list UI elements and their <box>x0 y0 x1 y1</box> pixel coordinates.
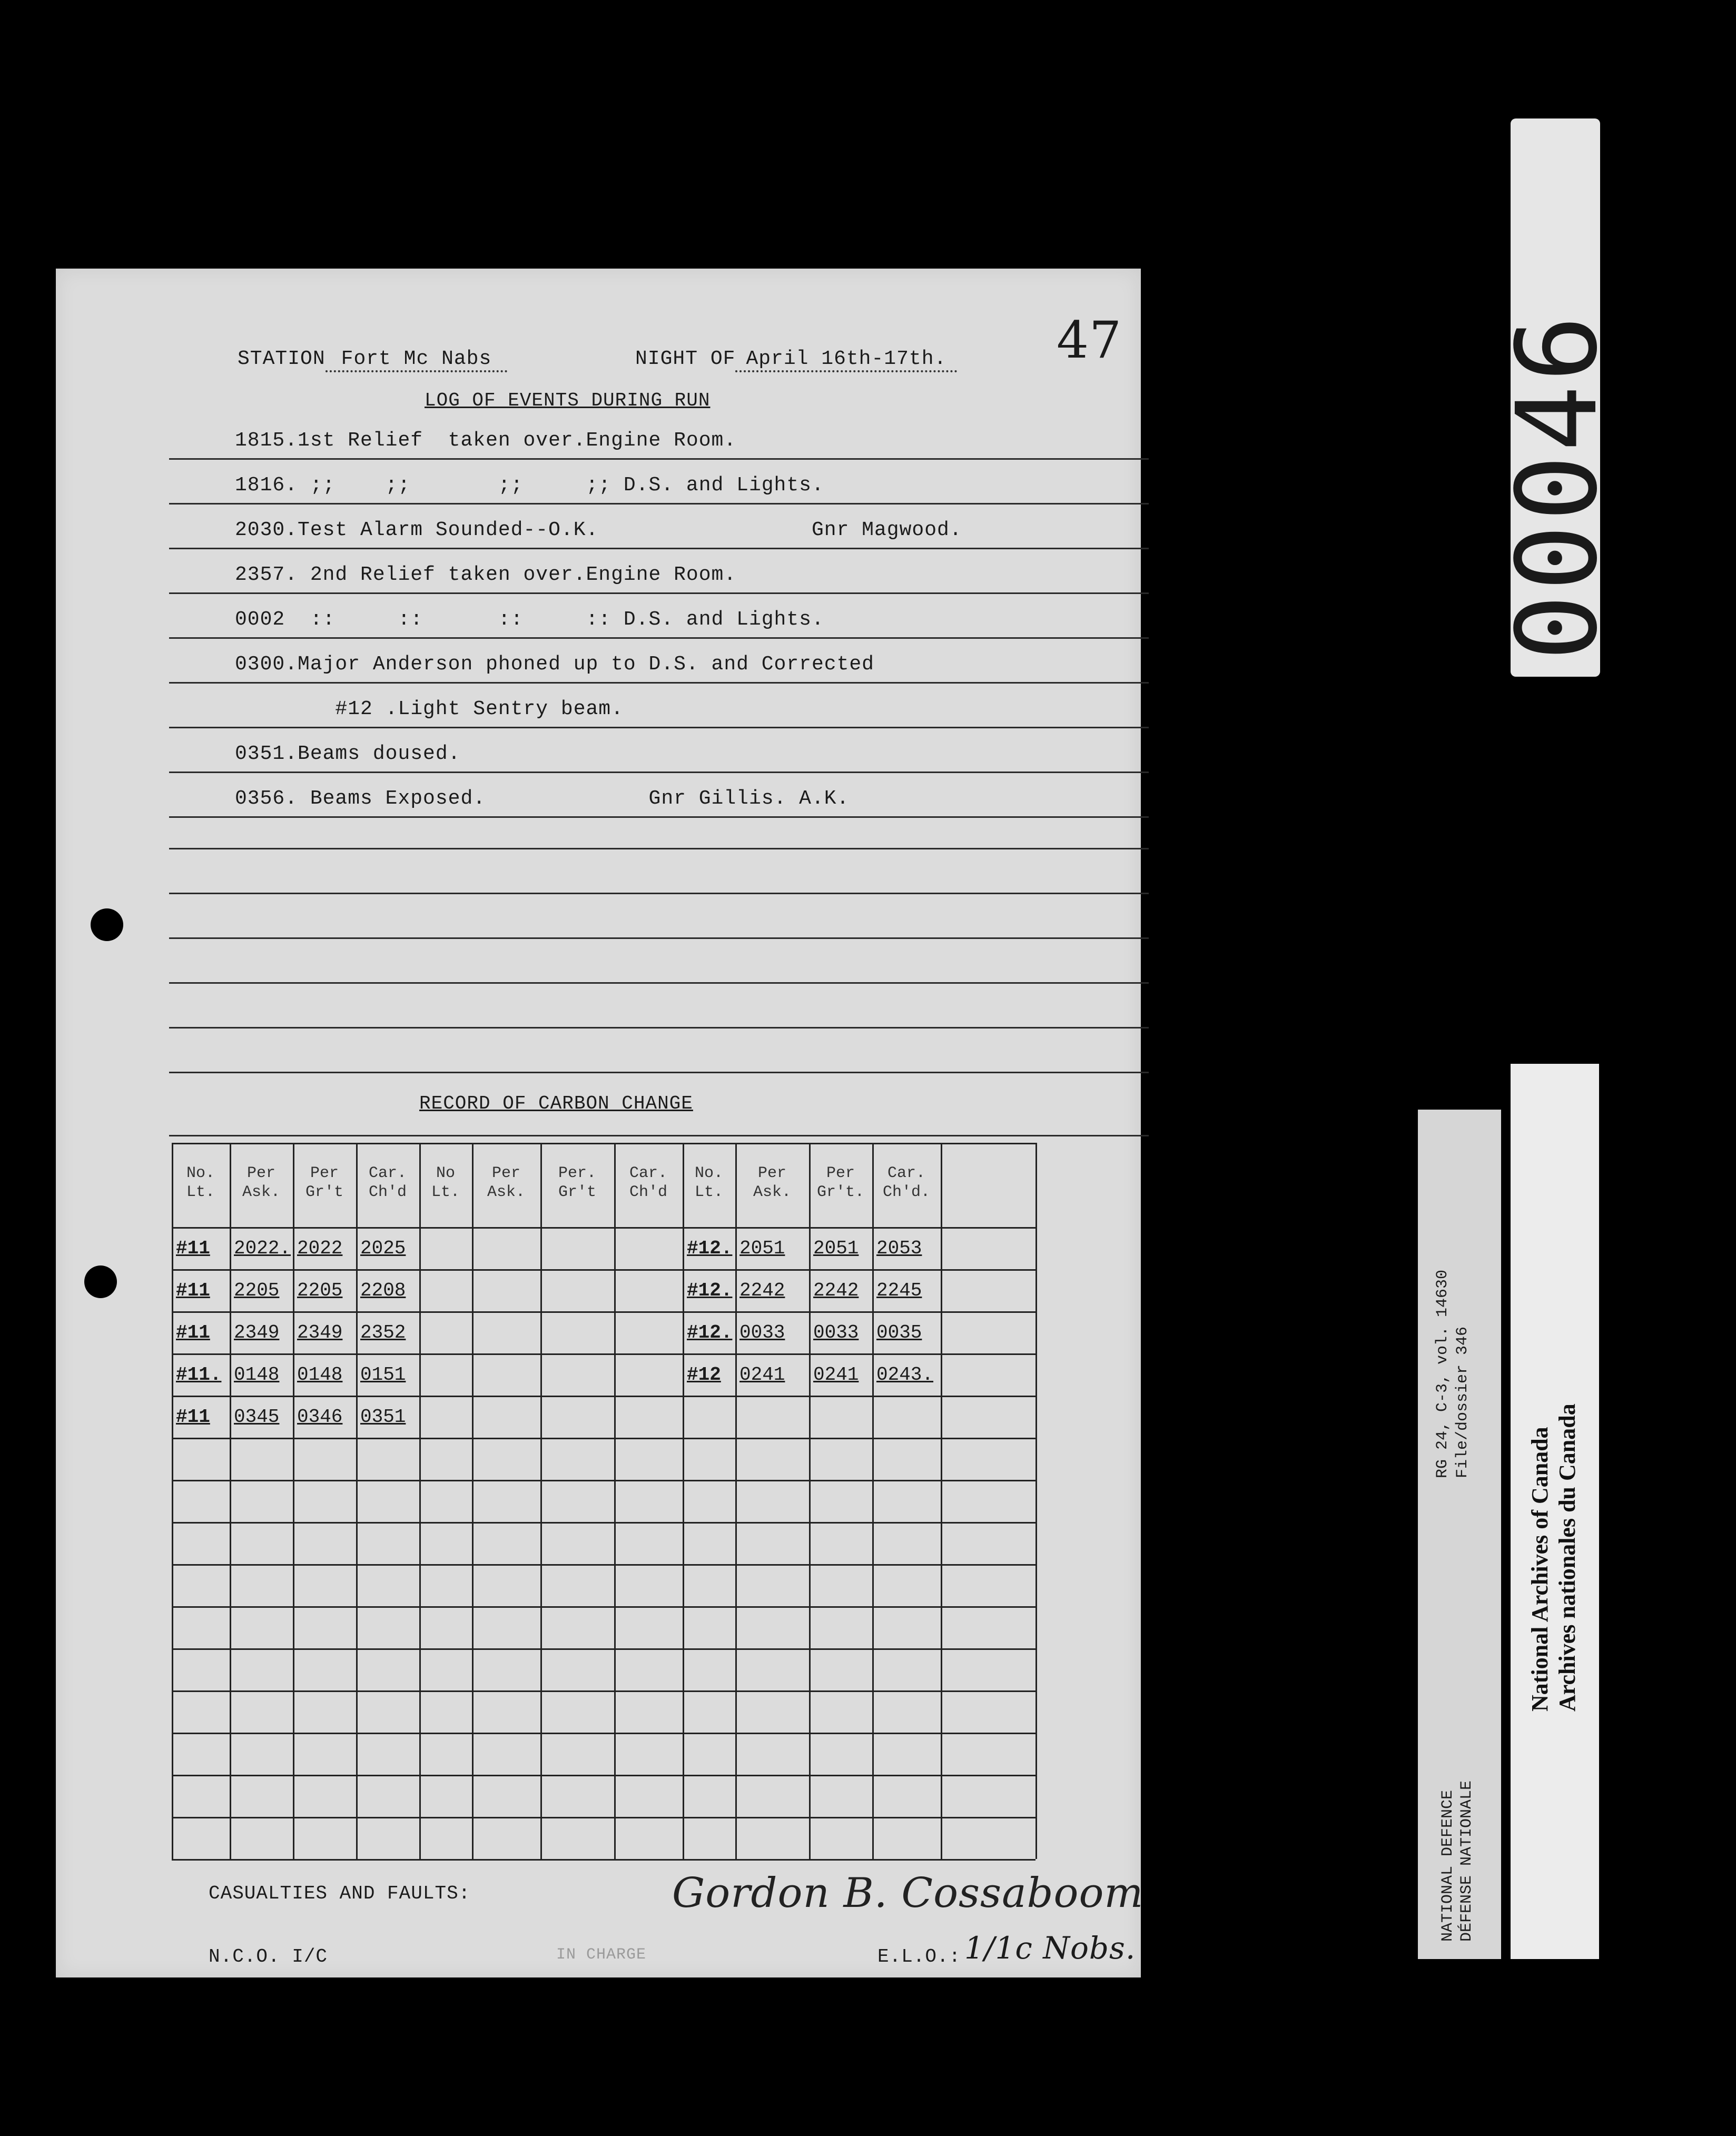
log-line: 1816. ;; ;; ;; ;; D.S. and Lights. <box>235 474 824 497</box>
ruled-line <box>169 848 1149 849</box>
table-row-line <box>172 1480 1035 1481</box>
table-column-line <box>540 1143 542 1859</box>
night-value: April 16th-17th. <box>735 348 957 372</box>
ruled-line <box>169 458 1149 460</box>
table-row-line <box>172 1522 1035 1524</box>
table-row-line <box>172 1606 1035 1608</box>
log-line: 0356. Beams Exposed. Gnr Gillis. A.K. <box>235 787 850 810</box>
table-cell: #11 <box>176 1280 210 1301</box>
table-row-line <box>172 1269 1035 1271</box>
table-cell: 2205 <box>297 1280 343 1301</box>
ruled-line <box>169 982 1149 984</box>
table-header: Per Gr't. <box>816 1164 864 1201</box>
log-title: LOG OF EVENTS DURING RUN <box>425 390 711 411</box>
archives-label <box>1511 1064 1599 1959</box>
table-column-line <box>872 1143 874 1859</box>
station-value: Fort Mc Nabs <box>326 348 508 372</box>
table-cell: 0345 <box>234 1406 280 1428</box>
table-cell: #11 <box>176 1238 210 1259</box>
table-cell: #11. <box>176 1364 222 1386</box>
table-cell: #12. <box>687 1322 733 1343</box>
table-cell: 2208 <box>360 1280 406 1301</box>
table-cell: 2051 <box>739 1238 785 1259</box>
log-line: 2030.Test Alarm Sounded--O.K. Gnr Magwood. <box>235 519 962 541</box>
table-column-line <box>293 1143 294 1859</box>
table-cell: #11 <box>176 1406 210 1428</box>
department-fr: DÉFENSE NATIONALE <box>1458 1780 1476 1942</box>
table-row-line <box>172 1733 1035 1734</box>
table-column-line <box>941 1143 942 1859</box>
ruled-line <box>169 503 1149 505</box>
table-cell: 2242 <box>813 1280 859 1301</box>
table-header: No Lt. <box>431 1164 460 1201</box>
table-cell: 2349 <box>234 1322 280 1343</box>
table-header: Per. Gr't <box>558 1164 596 1201</box>
table-cell: 0241 <box>739 1364 785 1386</box>
archives-fr: Archives nationales du Canada <box>1554 1403 1580 1712</box>
log-line: #12 .Light Sentry beam. <box>235 698 624 720</box>
ruled-line <box>169 682 1149 684</box>
archive-reference: RG 24, C-3, vol. 14630 <box>1434 1269 1452 1478</box>
log-line: 1815.1st Relief taken over.Engine Room. <box>235 429 737 452</box>
table-header: Per Ask. <box>487 1164 525 1201</box>
ruled-line <box>169 772 1149 773</box>
table-cell: 0033 <box>813 1322 859 1343</box>
log-line: 0300.Major Anderson phoned up to D.S. and Corrected <box>235 653 874 676</box>
table-cell: 0241 <box>813 1364 859 1386</box>
ruled-line <box>169 592 1149 594</box>
table-column-line <box>230 1143 231 1859</box>
log-line: 0351.Beams doused. <box>235 743 461 765</box>
table-row-line <box>172 1143 1035 1144</box>
table-row-line <box>172 1353 1035 1355</box>
table-column-line <box>1035 1143 1037 1859</box>
table-header: No. Lt. <box>694 1164 723 1201</box>
punch-hole-top <box>91 908 123 941</box>
table-cell: #12 <box>687 1364 721 1386</box>
casualties-label: CASUALTIES AND FAULTS: <box>209 1883 471 1904</box>
table-column-line <box>172 1143 173 1859</box>
table-row-line <box>172 1227 1035 1229</box>
night-label: NIGHT OF <box>635 348 736 370</box>
table-cell: 0243. <box>876 1364 934 1386</box>
ruled-line <box>169 1027 1149 1029</box>
department-en: NATIONAL DEFENCE <box>1439 1789 1457 1942</box>
table-cell: 0151 <box>360 1364 406 1386</box>
table-cell: #11 <box>176 1322 210 1343</box>
table-cell: 2242 <box>739 1280 785 1301</box>
table-column-line <box>809 1143 811 1859</box>
table-row-line <box>172 1396 1035 1397</box>
ruled-line <box>169 1072 1149 1073</box>
table-row-line <box>172 1564 1035 1566</box>
table-cell: 2022 <box>297 1238 343 1259</box>
table-cell: 2205 <box>234 1280 280 1301</box>
table-cell: 0033 <box>739 1322 785 1343</box>
table-row-line <box>172 1817 1035 1818</box>
table-row-line <box>172 1690 1035 1692</box>
table-cell: 2352 <box>360 1322 406 1343</box>
table-column-line <box>614 1143 616 1859</box>
table-cell: 0346 <box>297 1406 343 1428</box>
table-cell: 2349 <box>297 1322 343 1343</box>
station-line <box>238 348 507 370</box>
table-cell: 2051 <box>813 1238 859 1259</box>
table-cell: 0035 <box>876 1322 922 1343</box>
table-cell: #12. <box>687 1280 733 1301</box>
elo-label: E.L.O.: <box>877 1946 961 1967</box>
frame-number: 00046 <box>1493 312 1622 661</box>
ruled-line <box>169 1135 1149 1136</box>
page-number: 47 <box>1057 311 1122 370</box>
table-header: Car. Ch'd <box>368 1164 407 1201</box>
carbon-change-table <box>172 1143 1035 1859</box>
document-sheet <box>56 269 1144 1977</box>
table-cell: #12. <box>687 1238 733 1259</box>
night-line <box>635 348 957 370</box>
punch-hole-bottom <box>84 1265 117 1298</box>
ruled-line <box>169 727 1149 728</box>
table-cell: 0148 <box>234 1364 280 1386</box>
frame-number-stamp <box>1493 118 1622 677</box>
elo-value: 1/1c Nobs. <box>964 1930 1136 1966</box>
table-column-line <box>356 1143 358 1859</box>
table-column-line <box>735 1143 737 1859</box>
table-header: Per Ask. <box>242 1164 280 1201</box>
table-row-line <box>172 1775 1035 1776</box>
ruled-line <box>169 893 1149 894</box>
log-line: 2357. 2nd Relief taken over.Engine Room. <box>235 563 737 586</box>
table-cell: 2022. <box>234 1238 291 1259</box>
table-column-line <box>683 1143 684 1859</box>
in-charge-label: IN CHARGE <box>556 1946 647 1964</box>
table-row-line <box>172 1648 1035 1650</box>
table-header: Per Ask. <box>753 1164 791 1201</box>
table-cell: 0351 <box>360 1406 406 1428</box>
ruled-line <box>169 816 1149 818</box>
signature: Gordon B. Cossaboom <box>672 1870 1144 1917</box>
archive-file: File/dossier 346 <box>1454 1326 1472 1478</box>
archives-en: National Archives of Canada <box>1527 1427 1553 1712</box>
table-cell: 2025 <box>360 1238 406 1259</box>
ruled-line <box>169 637 1149 639</box>
station-label: STATION <box>238 348 326 370</box>
table-header: No. Lt. <box>186 1164 215 1201</box>
table-row-line <box>172 1438 1035 1439</box>
log-line: 0002 :: :: :: :: D.S. and Lights. <box>235 608 824 631</box>
table-cell: 0148 <box>297 1364 343 1386</box>
table-header: Car. Ch'd <box>629 1164 667 1201</box>
ruled-line <box>169 548 1149 549</box>
table-header: Car. Ch'd. <box>882 1164 930 1201</box>
nco-label: N.C.O. I/C <box>209 1946 328 1967</box>
table-column-line <box>472 1143 474 1859</box>
carbon-title: RECORD OF CARBON CHANGE <box>419 1093 693 1114</box>
table-row-line <box>172 1311 1035 1313</box>
department-label <box>1418 1110 1501 1959</box>
table-cell: 2245 <box>876 1280 922 1301</box>
table-header: Per Gr't <box>305 1164 343 1201</box>
table-row-line <box>172 1859 1035 1861</box>
table-cell: 2053 <box>876 1238 922 1259</box>
table-column-line <box>419 1143 421 1859</box>
ruled-line <box>169 937 1149 939</box>
